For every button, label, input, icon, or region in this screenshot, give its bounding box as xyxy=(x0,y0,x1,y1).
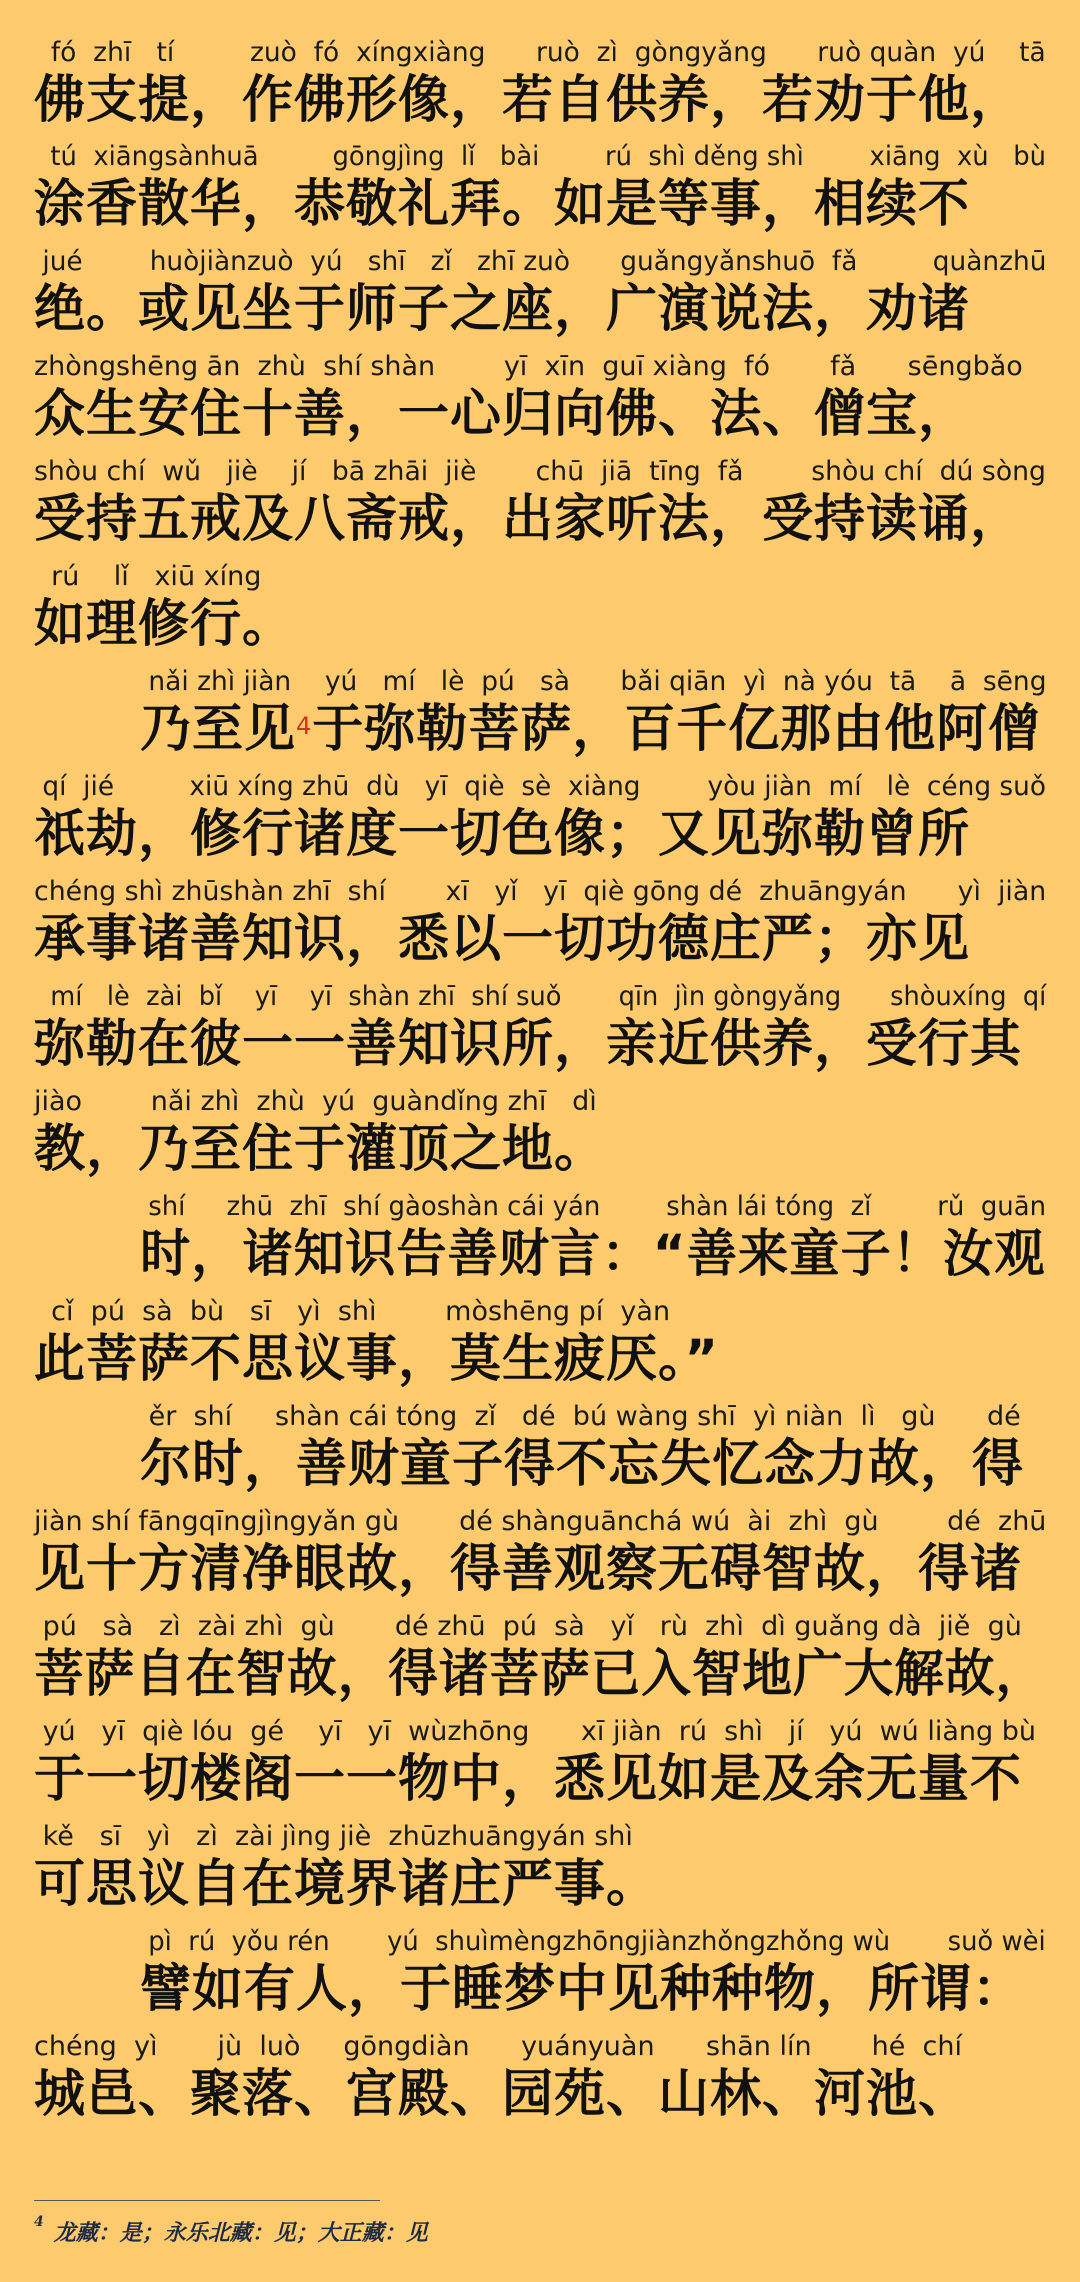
pinyin-annotation: ěr shí shàn cái tóng zǐ dé bú wàng shī yì niàn lì gù dé xyxy=(140,1401,1021,1432)
paragraph-start-line xyxy=(140,1925,1046,2029)
chinese-text: 众生安住十善，一心归向佛、法、僧宝， xyxy=(34,385,971,444)
chinese-text-part: 乃至见 xyxy=(140,700,297,759)
chinese-text: 城邑、聚落、宫殿、园苑、山林、河池、 xyxy=(34,2065,971,2124)
chinese-text: 受持五戒及八斋戒，出家听法，受持读诵， xyxy=(34,490,1023,549)
pinyin-annotation: chéng yì jù luò gōngdiàn yuányuàn shān lín hé chí xyxy=(34,2031,963,2062)
text-line xyxy=(34,1715,1046,1819)
footnote-number: 4 xyxy=(34,2214,44,2230)
chinese-text: 如理修行。 xyxy=(34,595,295,654)
pinyin-annotation: zhòngshēng ān zhù shí shàn yī xīn guī xiàng fó fǎ sēngbǎo xyxy=(34,351,1023,382)
chinese-text: 可思议自在境界诸庄严事。 xyxy=(34,1855,659,1914)
chinese-text: 弥勒在彼一一善知识所，亲近供养，受行其 xyxy=(34,1015,1023,1074)
footnote-divider xyxy=(34,2200,380,2201)
chinese-text: 时，诸知识告善财言：“善来童子！汝观 xyxy=(140,1225,1046,1284)
text-line xyxy=(34,455,1046,559)
pinyin-annotation: nǎi zhì jiàn yú mí lè pú sà bǎi qiān yì nà yóu tā ā sēng xyxy=(140,666,1047,697)
pinyin-annotation: jiàn shí fāngqīngjìngyǎn gù dé shànguānchá wú ài zhì gù dé zhū xyxy=(34,1506,1047,1537)
text-line xyxy=(34,1820,1046,1924)
paragraph-start-line xyxy=(140,665,1046,769)
text-line xyxy=(34,245,1046,349)
paragraph-start-line xyxy=(140,1400,1046,1504)
pinyin-annotation: tú xiāngsànhuā gōngjìng lǐ bài rú shì děng shì xiāng xù bù xyxy=(34,141,1047,172)
pinyin-annotation: qí jié xiū xíng zhū dù yī qiè sè xiàng yòu jiàn mí lè céng suǒ xyxy=(34,771,1046,802)
chinese-text: 涂香散华，恭敬礼拜。如是等事，相续不 xyxy=(34,175,971,234)
text-line xyxy=(34,1295,1046,1399)
pinyin-annotation: jué huòjiànzuò yú shī zǐ zhī zuò guǎngyǎnshuō fǎ quànzhū xyxy=(34,246,1047,277)
pinyin-annotation: chéng shì zhūshàn zhī shí xī yǐ yī qiè gōng dé zhuāngyán yì jiàn xyxy=(34,876,1047,907)
chinese-text xyxy=(140,699,1040,761)
chinese-text: 见十方清净眼故，得善观察无碍智故，得诸 xyxy=(34,1540,1023,1599)
chinese-text: 菩萨自在智故，得诸菩萨已入智地广大解故， xyxy=(34,1645,1047,1704)
pinyin-annotation: cǐ pú sà bù sī yì shì mòshēng pí yàn xyxy=(34,1296,671,1327)
text-line xyxy=(34,1610,1046,1714)
text-line xyxy=(34,2030,1046,2134)
text-line xyxy=(34,350,1046,454)
chinese-text: 佛支提，作佛形像，若自供养，若劝于他， xyxy=(34,71,1023,130)
footnote xyxy=(34,2216,428,2247)
text-line xyxy=(34,36,1046,140)
text-line xyxy=(34,140,1046,244)
text-line xyxy=(34,770,1046,874)
pinyin-annotation: pú sà zì zài zhì gù dé zhū pú sà yǐ rù zhì dì guǎng dà jiě gù xyxy=(34,1611,1022,1642)
text-line xyxy=(34,1085,1046,1189)
chinese-text: 于一切楼阁一一物中，悉见如是及余无量不 xyxy=(34,1750,1023,1809)
pinyin-annotation: shí zhū zhī shí gàoshàn cái yán shàn lái tóng zǐ rǔ guān xyxy=(140,1191,1047,1222)
chinese-text: 承事诸善知识，悉以一切功德庄严；亦见 xyxy=(34,910,971,969)
chinese-text: 譬如有人，于睡梦中见种种物，所谓： xyxy=(140,1960,1025,2019)
text-line xyxy=(34,875,1046,979)
pinyin-annotation: mí lè zài bǐ yī yī shàn zhī shí suǒ qīn jìn gòngyǎng shòuxíng qí xyxy=(34,981,1047,1012)
text-line xyxy=(34,1505,1046,1609)
chinese-text: 此菩萨不思议事，莫生疲厌。” xyxy=(34,1330,720,1389)
text-line xyxy=(34,980,1046,1084)
footnote-reference[interactable]: 4 xyxy=(296,712,313,740)
pinyin-annotation: jiào nǎi zhì zhù yú guàndǐng zhī dì xyxy=(34,1086,597,1117)
pinyin-annotation: rú lǐ xiū xíng xyxy=(34,561,262,592)
pinyin-annotation: kě sī yì zì zài jìng jiè zhūzhuāngyán shì xyxy=(34,1821,633,1852)
chinese-text: 教，乃至住于灌顶之地。 xyxy=(34,1120,607,1179)
chinese-text: 祇劫，修行诸度一切色像；又见弥勒曾所 xyxy=(34,805,971,864)
pinyin-annotation: shòu chí wǔ jiè jí bā zhāi jiè chū jiā tīng fǎ shòu chí dú sòng xyxy=(34,456,1046,487)
footnote-text: 龙藏：是；永乐北藏：见；大正藏：见 xyxy=(53,2220,428,2246)
chinese-text-part: 于弥勒菩萨，百千亿那由他阿僧 xyxy=(312,700,1041,759)
pinyin-annotation: pì rú yǒu rén yú shuìmèngzhōngjiànzhǒngzhǒng wù suǒ wèi xyxy=(140,1926,1046,1957)
pinyin-annotation: fó zhī tí zuò fó xíngxiàng ruò zì gòngyǎng ruò quàn yú tā xyxy=(34,37,1046,68)
text-line xyxy=(34,560,1046,664)
pinyin-annotation: yú yī qiè lóu gé yī yī wùzhōng xī jiàn rú shì jí yú wú liàng bù xyxy=(34,1716,1037,1747)
chinese-text: 绝。或见坐于师子之座，广演说法，劝诸 xyxy=(34,280,971,339)
chinese-text: 尔时，善财童子得不忘失忆念力故，得 xyxy=(140,1435,1025,1494)
paragraph-start-line xyxy=(140,1190,1046,1294)
